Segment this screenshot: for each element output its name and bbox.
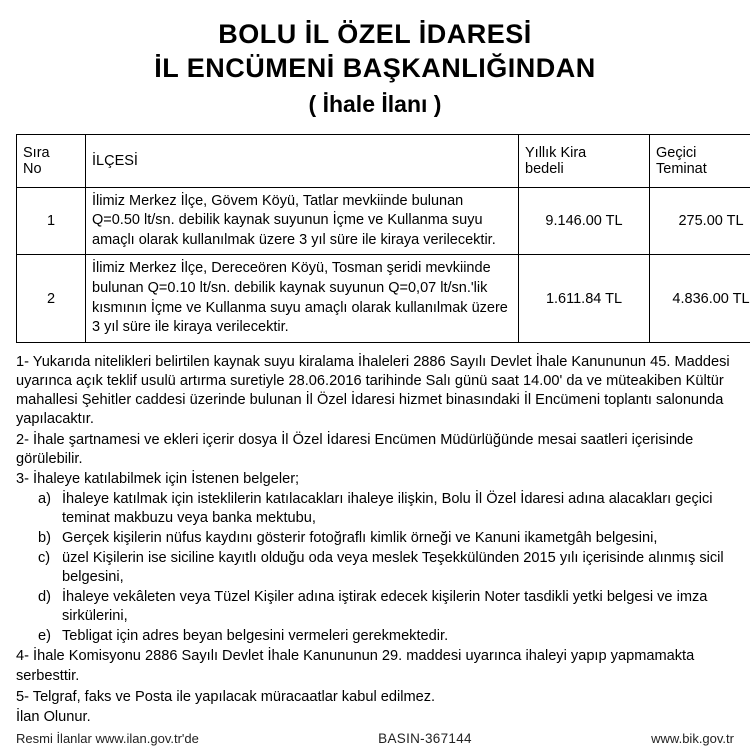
table-row (17, 187, 750, 255)
list-item (38, 529, 734, 548)
row-provisional-guarantee: 275.00 TL (650, 187, 750, 255)
column-header-gecici-line1: Geçici (656, 144, 697, 161)
row-number: 2 (17, 255, 86, 342)
clause-3: 3- İhaleye katılabilmek için İstenen belgeler; (16, 471, 300, 488)
column-header-sira-line2: No (23, 160, 42, 177)
table-header-row (17, 134, 750, 187)
list-item-marker: d) (38, 589, 51, 606)
list-item-marker: e) (38, 628, 51, 645)
clause-5: 5- Telgraf, faks ve Posta ile yapılacak müracaatlar kabul edilmez. (16, 688, 436, 705)
footer-right-text: www.bik.gov.tr (651, 731, 734, 746)
column-header-yillik-kira (519, 134, 650, 187)
header-line-1: BOLU İL ÖZEL İDARESİ (218, 19, 532, 49)
row-number: 1 (17, 187, 86, 255)
list-item (38, 490, 734, 528)
required-documents-list (16, 490, 734, 646)
list-item-label: Gerçek kişilerin nüfus kaydını gösterir fotoğraflı kimlik örneği ve Kanuni ikametgâh belgesini, (62, 530, 658, 547)
column-header-yillik-line2: bedeli (525, 160, 564, 177)
clause-4: 4- İhale Komisyonu 2886 Sayılı Devlet İhale Kanununun 29. maddesi uyarınca ihaleyi yapıp yapmamakta (16, 648, 695, 665)
column-header-ilcesi: İLÇESİ (86, 134, 519, 187)
list-item-label: üzel Kişilerin ise siciline kayıtlı olduğu oda veya meslek Teşekkülünden 2015 yılı içerisinde alınmış sicil belgesini, (62, 550, 724, 586)
page-header (16, 18, 734, 120)
list-item (38, 588, 734, 626)
row-description: İlimiz Merkez İlçe, Dereceören Köyü, Tosman şeridi mevkiinde bulunan Q=0.10 lt/sn. debilik kaynak suyunun Q=0,07 lt/sn.'lik kısmının İçme ve Kullanma suyu amaçlı olarak kullanılmak üzere 3 yıl süre ile kiraya verilecektir. (86, 255, 519, 342)
clause-4-continued: serbesttir. (16, 668, 80, 685)
footer-left-text: Resmi İlanlar www.ilan.gov.tr'de (16, 731, 199, 746)
column-header-sira-no (17, 134, 86, 187)
row-annual-rent: 9.146.00 TL (519, 187, 650, 255)
list-item-marker: b) (38, 530, 51, 547)
announcement-body (16, 353, 734, 728)
tender-table (16, 134, 750, 343)
row-provisional-guarantee: 4.836.00 TL (650, 255, 750, 342)
closing-statement: İlan Olunur. (16, 708, 91, 725)
list-item-marker: c) (38, 550, 51, 567)
clause-1: 1- Yukarıda nitelikleri belirtilen kaynak suyu kiralama İhaleleri 2886 Sayılı Devlet İhale Kanununun 45. Maddesi uyarınca açık teklif usulü artırma suretiyle 28.06.2016 tarihinde Salı günü saat 14.00' da ve müteakiben Kültür mahallesi Şehitler caddesi üzerinde bulunan İl Özel İdaresi hizmet binasındaki İl Encümeni toplantı salonunda yapılacaktır. (16, 353, 730, 428)
list-item-label: İhaleye katılmak için isteklilerin katılacakları ihaleye ilişkin, Bolu İl Özel İdaresi adına alacakları geçici teminat makbuzu veya banka mektubu, (62, 491, 713, 527)
list-item-label: Tebligat için adres beyan belgesini vermeleri gerekmektedir. (62, 628, 449, 645)
list-item (38, 627, 734, 646)
table-row (17, 255, 750, 342)
clause-2: 2- İhale şartnamesi ve ekleri içerir dosya İl Özel İdaresi Encümen Müdürlüğünde mesai saatleri içerisinde görülebilir. (16, 431, 694, 467)
column-header-gecici-line2: Teminat (656, 160, 707, 177)
column-header-sira-line1: Sıra (23, 144, 50, 161)
row-description: İlimiz Merkez İlçe, Gövem Köyü, Tatlar mevkiinde bulunan Q=0.50 lt/sn. debilik kaynak suyunun İçme ve Kullanma suyu amaçlı olarak kullanılmak üzere 3 yıl süre ile kiraya verilecektir. (86, 187, 519, 255)
page-footer (16, 731, 734, 746)
row-annual-rent: 1.611.84 TL (519, 255, 650, 342)
list-item-marker: a) (38, 491, 51, 508)
list-item-label: İhaleye vekâleten veya Tüzel Kişiler adına iştirak edecek kişilerin Noter tasdikli yetki belgesi ve imza sirkülerini, (62, 589, 708, 625)
header-line-3: ( İhale İlanı ) (308, 90, 442, 117)
column-header-yillik-line1: Yıllık Kira (525, 144, 587, 161)
table-head (17, 134, 750, 187)
column-header-gecici-teminat (650, 134, 750, 187)
table-body (17, 187, 750, 342)
footer-press-number: BASIN-367144 (378, 731, 472, 746)
header-line-2: İL ENCÜMENİ BAŞKANLIĞINDAN (154, 52, 596, 83)
list-item (38, 549, 734, 587)
